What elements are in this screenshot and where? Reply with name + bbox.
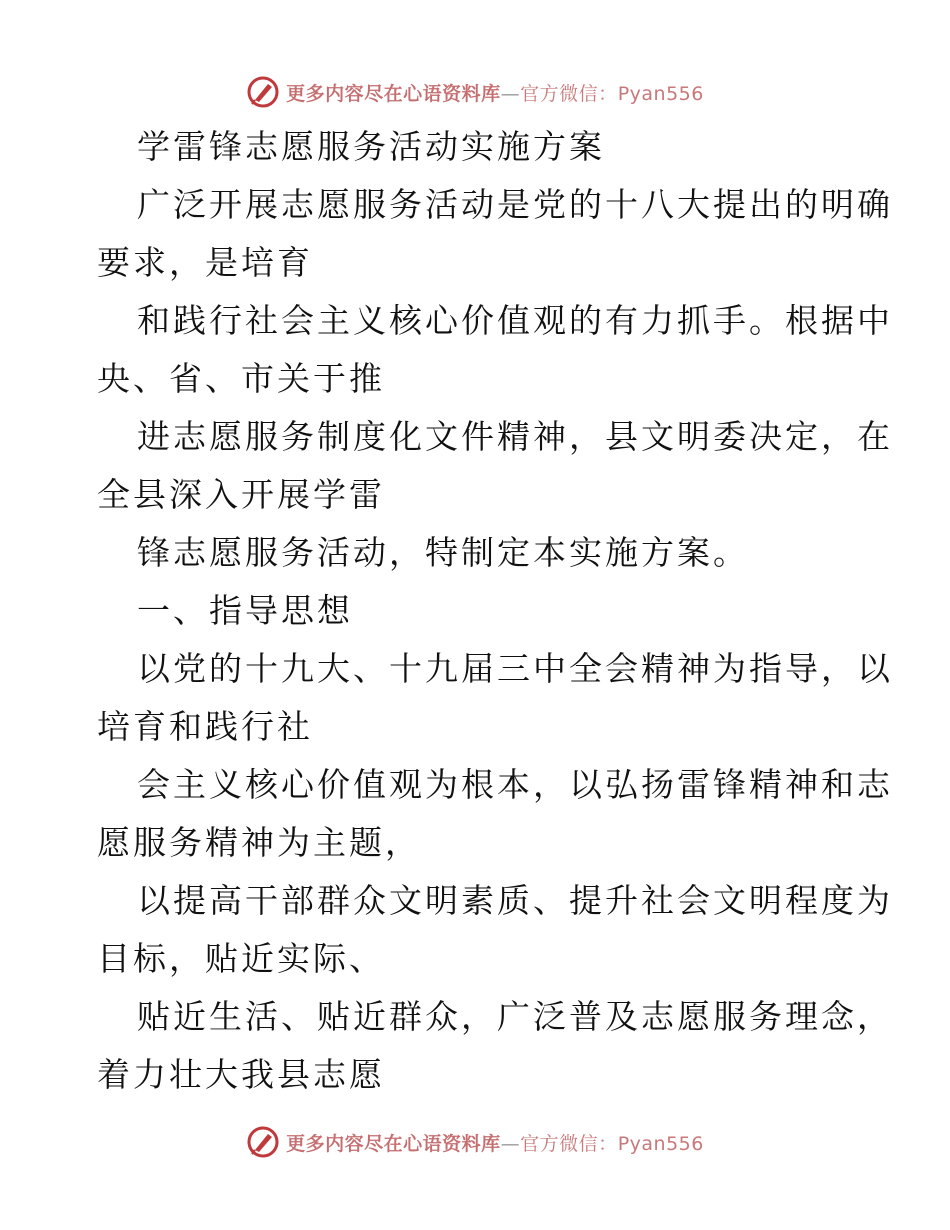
watermark-text — [286, 79, 704, 106]
watermark-account: Pyan556 — [617, 82, 704, 105]
paragraph-line: 全县深入开展学雷 — [97, 475, 385, 514]
quill-logo-icon — [246, 1125, 280, 1159]
paragraph-line: 和践行社会主义核心价值观的有力抓手。根据中 — [137, 301, 893, 340]
paragraph-line: 以党的十九大、十九届三中全会精神为指导，以 — [137, 649, 893, 688]
paragraph-line: 着力壮大我县志愿 — [97, 1055, 385, 1094]
footer-watermark — [0, 1122, 950, 1162]
paragraph-line: 进志愿服务制度化文件精神，县文明委决定，在 — [137, 417, 893, 456]
paragraph-line: 培育和践行社 — [97, 707, 313, 746]
paragraph-line: 以提高干部群众文明素质、提升社会文明程度为 — [137, 881, 893, 920]
paragraph-line: 广泛开展志愿服务活动是党的十八大提出的明确 — [137, 185, 893, 224]
header-watermark — [0, 72, 950, 112]
watermark-separator: — — [500, 1132, 521, 1155]
watermark-account: Pyan556 — [617, 1132, 704, 1155]
watermark-brand: 更多内容尽在心语资料库 — [286, 82, 501, 105]
watermark-text — [286, 1129, 704, 1156]
paragraph-line: 会主义核心价值观为根本，以弘扬雷锋精神和志 — [137, 765, 893, 804]
paragraph-line: 贴近生活、贴近群众，广泛普及志愿服务理念， — [137, 997, 893, 1036]
watermark-brand: 更多内容尽在心语资料库 — [286, 1132, 501, 1155]
watermark-label: 官方微信： — [520, 82, 618, 105]
paragraph-line: 一、指导思想 — [137, 591, 353, 630]
paragraph-line: 目标，贴近实际、 — [97, 939, 385, 978]
watermark-separator: — — [500, 82, 521, 105]
paragraph-line: 锋志愿服务活动，特制定本实施方案。 — [137, 533, 749, 572]
paragraph-line: 央、省、市关于推 — [97, 359, 385, 398]
paragraph-line: 愿服务精神为主题， — [97, 823, 421, 862]
quill-logo-icon — [246, 75, 280, 109]
paragraph-line: 学雷锋志愿服务活动实施方案 — [137, 127, 605, 166]
document-body — [97, 118, 893, 1104]
watermark-label: 官方微信： — [520, 1132, 618, 1155]
paragraph-line: 要求，是培育 — [97, 243, 313, 282]
